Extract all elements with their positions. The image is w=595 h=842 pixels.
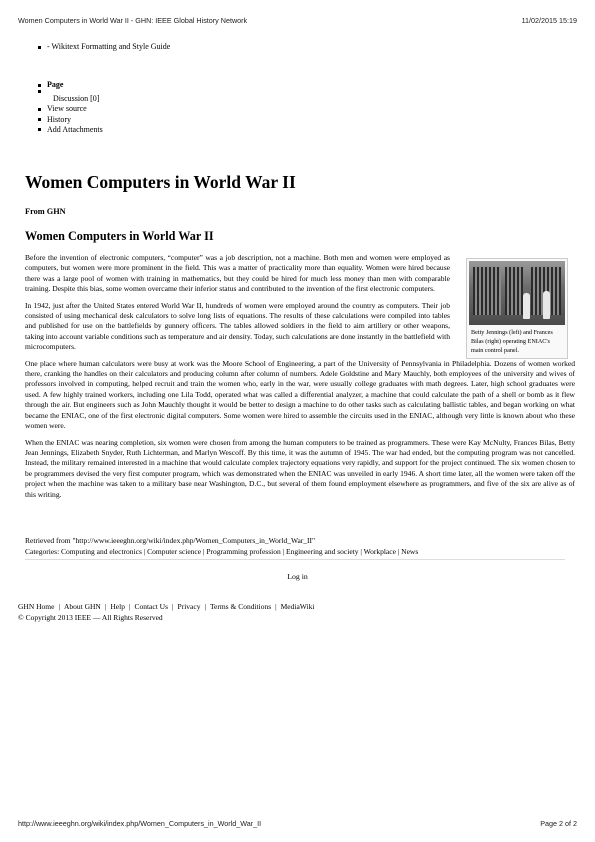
bullet-icon	[38, 46, 41, 49]
retrieved-from: Retrieved from "http://www.ieeeghn.org/wiki/index.php/Women_Computers_in_World_War_II"	[25, 536, 316, 545]
footer-link-mediawiki[interactable]: MediaWiki	[280, 602, 315, 611]
category-link[interactable]: Computing and electronics	[61, 547, 142, 556]
bullet-icon	[38, 118, 41, 121]
category-link[interactable]: Programming profession	[206, 547, 281, 556]
article-body	[25, 253, 575, 506]
add-attachments-link[interactable]: Add Attachments	[47, 124, 103, 134]
view-source-link[interactable]: View source	[47, 104, 87, 114]
category-link[interactable]: Computer science	[147, 547, 202, 556]
style-guide-link[interactable]: - Wikitext Formatting and Style Guide	[47, 42, 171, 51]
paragraph: In 1942, just after the United States entered World War II, hundreds of women were employed around the country as computers. Their job consisted of using mechanical desk calculators to solve long lists of equations. The results of these calculations were compiled into tables and published for use on the battlefields by gunnery officers. The tables allowed soldiers in the field to aim artillery or other weapons, taking into account variable conditions such as temperature and air density. Today, such calculations are done instantly in the battlefield with microcomputers.	[25, 300, 450, 352]
copyright: © Copyright 2013 IEEE — All Rights Reserved	[18, 613, 163, 622]
figure-caption: Betty Jennings (left) and Frances Bilas (right) operating ENIAC's main control panel.	[471, 329, 553, 354]
tab-add-attachments[interactable]	[38, 125, 103, 135]
bullet-icon	[38, 108, 41, 111]
category-link[interactable]: Engineering and society	[286, 547, 359, 556]
categories-bar: Categories: Computing and electronics | Computer science | Programming profession | Engineering and society | Workplace | News	[25, 547, 565, 560]
tab-discussion[interactable]	[38, 93, 103, 104]
categories-label[interactable]: Categories:	[25, 547, 60, 556]
page-title: Women Computers in World War II	[25, 172, 296, 192]
print-header	[18, 16, 577, 25]
paragraph: Before the invention of electronic computers, “computer” was a job description, not a machine. Both men and women were employed as computers, but women were more prominent in the field. This was a matter of practicality more than equality. Women were hired because there was a large pool of women with training in mathematics, but they could be hired for much less money than men with comparable training. Despite this bias, some women overcame their inferior status and contributed to the invention of the first electronic computers.	[25, 253, 450, 294]
print-page-number: Page 2 of 2	[540, 819, 577, 828]
category-link[interactable]: News	[401, 547, 419, 556]
list-item[interactable]	[38, 42, 170, 52]
footer-link-home[interactable]: GHN Home	[18, 602, 55, 611]
section-heading: Women Computers in World War II	[25, 229, 214, 243]
footer-link-help[interactable]: Help	[110, 602, 125, 611]
page-actions	[38, 80, 103, 135]
bullet-icon	[38, 84, 41, 87]
site-sub: From GHN	[25, 207, 66, 216]
tab-page[interactable]	[38, 80, 103, 90]
print-page-title: Women Computers in World War II - GHN: IEEE Global History Network	[18, 16, 248, 25]
footer-link-about[interactable]: About GHN	[63, 602, 101, 611]
tab-page-label[interactable]: Page	[47, 80, 64, 89]
history-link[interactable]: History	[47, 114, 71, 124]
print-footer	[18, 819, 577, 828]
footer-link-contact[interactable]: Contact Us	[134, 602, 169, 611]
print-datetime: 11/02/2015 15:19	[521, 16, 577, 25]
category-link[interactable]: Workplace	[363, 547, 396, 556]
tab-discussion-label[interactable]: Discussion [0]	[53, 94, 100, 104]
tab-view-source[interactable]	[38, 104, 103, 114]
login-link[interactable]: Log in	[287, 572, 308, 581]
tools-list	[38, 42, 170, 52]
bullet-icon	[38, 90, 41, 93]
footer-nav: GHN Home | About GHN | Help | Contact Us | Privacy | Terms & Conditions | MediaWiki	[18, 602, 315, 611]
paragraph: One place where human calculators were busy at work was the Moore School of Engineering, a part of the University of Pennsylvania in Philadelphia. Dozens of women worked there, cranking the handles on their calculators and producing column after column of numbers. Adele Goldstine and Mary Mauchly, both employees of the university and wives of professors involved in computing, helped recruit and train the women who, early in the war, were usually college graduates with math degrees. Later, high school graduates were used. A few highly trained workers, including one Lila Todd, operated what was called a differential analyzer, a machine that could calculate the path of a shell or bomb as it flew through the air. But engineers such as John Mauchly thought it would be better to design a machine to do other tasks such as calculating ballistic tables, and began working on what became the ENIAC, one of the first electronic digital computers. Some women were hired to assemble the circuits used in the ENIAC, although very little is known about who these women were.	[25, 358, 575, 431]
footer-link-privacy[interactable]: Privacy	[177, 602, 201, 611]
paragraph: When the ENIAC was nearing completion, six women were chosen from among the human computers to be trained as programmers. These were Kay McNulty, Frances Bilas, Betty Jean Jennings, Elizabeth Snyder, Ruth Lichterman, and Marlyn Wescoff. By this time, it was the autumn of 1945. The war had ended, but the computing program was not cancelled. Instead, the military remained interested in a machine that would calculate complex trajectory equations very rapidly, and support for the project continued. The six women chosen to be programmers devised the very first computer program, which was demonstrated when the ENIAC was unveiled in early 1946. A short time later, all the women were taken off the project when the machine was taken to a military base near Washington, D.C., but several of them found employment elsewhere as programmers, and five of the six are alive as of this writing.	[25, 437, 575, 499]
print-url: http://www.ieeeghn.org/wiki/index.php/Women_Computers_in_World_War_II	[18, 819, 262, 828]
footer-link-terms[interactable]: Terms & Conditions	[209, 602, 272, 611]
tab-history[interactable]	[38, 115, 103, 125]
bullet-icon	[38, 128, 41, 131]
